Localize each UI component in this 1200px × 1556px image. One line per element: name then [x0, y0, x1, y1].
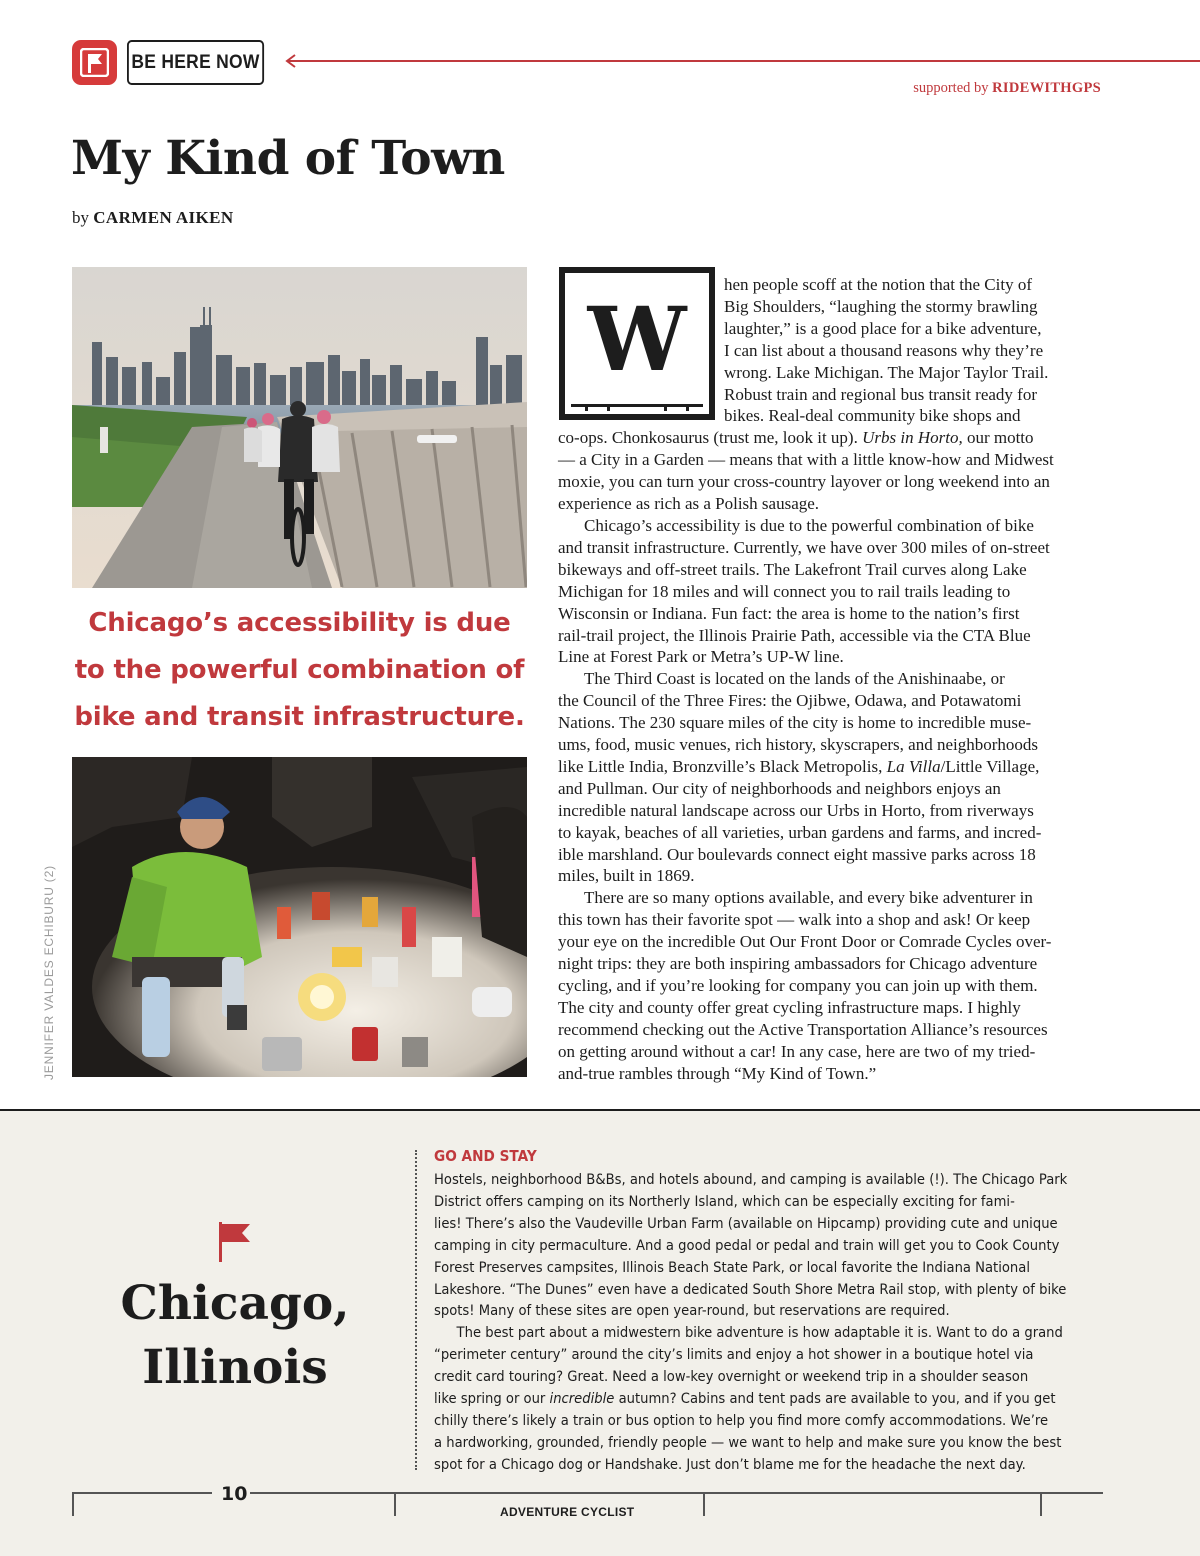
- dotted-divider: [415, 1150, 417, 1470]
- article-line: to kayak, beaches of all varieties, urban gardens and farms, and incred-: [558, 822, 1042, 842]
- header-arrow-line: [284, 54, 1200, 68]
- article-line: Big Shoulders, “laughing the stormy brawling: [724, 296, 1038, 316]
- photo-credit: JENNIFER VALDES ECHIBURU (2): [42, 865, 56, 1080]
- article-title: My Kind of Town: [71, 131, 505, 186]
- article-line: and Pullman. Our city of neighborhoods and neighbors enjoys an: [558, 778, 1001, 798]
- article-line: — a City in a Garden — means that with a little know-how and Midwest: [558, 450, 1054, 470]
- magazine-name: ADVENTURE CYCLIST: [500, 1505, 635, 1519]
- section-label: BE HERE NOW: [127, 40, 264, 85]
- pull-quote-line: bike and transit infrastructure.: [74, 702, 525, 732]
- sponsor-brand: RIDEWITHGPS: [992, 80, 1101, 96]
- article-line: recommend checking out the Active Transportation Alliance’s resources: [558, 1019, 1048, 1039]
- footer-rule: [72, 1492, 212, 1494]
- article-line: ums, food, music venues, rich history, skyscrapers, and neighborhoods: [558, 735, 1039, 755]
- sidebar-line: lies! There’s also the Vaudeville Urban Farm (available on Hipcamp) providing cute and unique: [434, 1215, 1058, 1232]
- location-city: Chicago,: [120, 1276, 350, 1331]
- sponsor-credit: [913, 80, 1101, 97]
- sidebar-line: “perimeter century” around the city’s limits and enjoy a hot shower in a boutique hotel via: [434, 1347, 1034, 1364]
- sidebar-line: Lakeshore. “The Dunes” even have a dedicated South Shore Metra Rail stop, with plenty of bike: [434, 1281, 1067, 1298]
- article-line: Nations. The 230 square miles of the city is home to incredible muse-: [558, 713, 1032, 733]
- drop-cap-letter: W: [587, 287, 687, 391]
- location-state: Illinois: [142, 1340, 328, 1395]
- article-line: experience as rich as a Polish sausage.: [558, 494, 820, 514]
- footer-tick: [394, 1492, 396, 1516]
- article-line: moxie, you can turn your cross-country layover or long weekend into an: [558, 472, 1050, 492]
- article-line: Michigan for 18 miles and will connect you to rail trails leading to: [558, 581, 1011, 601]
- article-line: bikes. Real-deal community bike shops and: [724, 406, 1021, 426]
- article-line: like Little India, Bronzville’s Black Metropolis, La Villa/Little Village,: [558, 756, 1040, 776]
- article-line: and-true rambles through “My Kind of Town.”: [558, 1063, 877, 1083]
- author-name: CARMEN AIKEN: [93, 208, 234, 227]
- sidebar-line: a hardworking, grounded, friendly people — we want to help and make sure you know the best: [434, 1434, 1062, 1451]
- sponsor-prefix: supported by: [913, 80, 989, 96]
- sidebar-line: Hostels, neighborhood B&Bs, and hotels abound, and camping is available (!). The Chicago Park: [434, 1172, 1068, 1188]
- location-title: [90, 1272, 380, 1400]
- location-flag-icon: [219, 1222, 251, 1262]
- footer-tick: [1040, 1492, 1042, 1516]
- article-line: rail-trail project, the Illinois Prairie Path, accessible via the CTA Blue: [558, 625, 1031, 645]
- pull-quote: [72, 600, 527, 741]
- pull-quote-line: to the powerful combination of: [74, 655, 525, 685]
- sidebar-line: The best part about a midwestern bike adventure is how adaptable it is. Want to do a grand: [456, 1325, 1063, 1342]
- article-line: the Council of the Three Fires: the Ojibwe, Odawa, and Potawatomi: [558, 691, 1022, 711]
- article-line: cycling, and if you’re looking for company you can join up with them.: [558, 976, 1038, 995]
- flag-icon: [80, 48, 109, 77]
- article-line: wrong. Lake Michigan. The Major Taylor Trail.: [724, 362, 1049, 382]
- article-line: co-ops. Chonkosaurus (trust me, look it up). Urbs in Horto, our motto: [558, 428, 1034, 448]
- sidebar-line: chilly there’s likely a train or bus option to help you find more comfy accommodations. We’re: [434, 1412, 1049, 1429]
- article-line: miles, built in 1869.: [558, 866, 695, 886]
- article-line: The Third Coast is located on the lands of the Anishinaabe, or: [584, 669, 1005, 689]
- sidebar-line: spots! Many of these sites are open year-round, but reservations are required.: [434, 1303, 950, 1320]
- section-flag-badge: [72, 40, 117, 85]
- footer-tick: [72, 1492, 74, 1516]
- skyline-cyclists-photo: [72, 267, 527, 588]
- article-line: incredible natural landscape across our Urbs in Horto, from riverways: [558, 800, 1034, 820]
- article-line: Line at Forest Park or Metra’s UP-W line.: [558, 647, 844, 667]
- article-line: I can list about a thousand reasons why they’re: [724, 340, 1044, 360]
- sidebar-line: camping in city permaculture. And a good pedal or pedal and train will get you to Cook County: [434, 1237, 1060, 1254]
- byline-prefix: by: [72, 208, 89, 227]
- sidebar-line: Forest Preserves campsites, Illinois Beach State Park, or local favorite the Indiana National: [434, 1259, 1031, 1276]
- article-line: this town has their favorite spot — walk into a shop and ask! Or keep: [558, 910, 1031, 930]
- article-line: Wisconsin or Indiana. Fun fact: the area is home to the nation’s first: [558, 603, 1020, 623]
- footer-tick: [703, 1492, 705, 1516]
- article-line: bikeways and off-street trails. The Lakefront Trail curves along Lake: [558, 559, 1027, 579]
- byline: [72, 208, 234, 228]
- article-line: laughter,” is a good place for a bike adventure,: [724, 318, 1042, 338]
- sidebar-line: credit card touring? Great. Need a low-key overnight or weekend trip in a shoulder season: [434, 1369, 1029, 1386]
- sidebar-body: [434, 1170, 1114, 1477]
- article-line: Robust train and regional bus transit ready for: [724, 384, 1038, 404]
- campsite-night-photo: [72, 757, 527, 1077]
- article-line: and transit infrastructure. Currently, we have over 300 miles of on-street: [558, 537, 1050, 557]
- sidebar-line: spot for a Chicago dog or Handshake. Just don’t blame me for the headache the next day.: [434, 1456, 1026, 1473]
- sidebar-line: like spring or our incredible autumn? Cabins and tent pads are available to you, and if you get: [434, 1391, 1056, 1408]
- sidebar-heading: GO AND STAY: [434, 1147, 537, 1165]
- page-number: 10: [221, 1483, 248, 1505]
- footer-rule: [250, 1492, 1103, 1494]
- article-line: your eye on the incredible Out Our Front Door or Comrade Cycles over-: [558, 932, 1052, 952]
- article-line: There are so many options available, and every bike adventurer in: [584, 888, 1033, 908]
- sidebar-line: District offers camping on its Northerly Island, which can be especially exciting for fami-: [434, 1193, 1015, 1210]
- article-body: [558, 274, 1103, 1085]
- article-line: Chicago’s accessibility is due to the powerful combination of bike: [584, 515, 1034, 535]
- pull-quote-line: Chicago’s accessibility is due: [88, 608, 511, 638]
- article-line: The city and county offer great cycling infrastructure maps. I highly: [558, 997, 1021, 1017]
- article-line: ible marshland. Our boulevards connect eight massive parks across 18: [558, 844, 1036, 864]
- article-line: on getting around without a car! In any case, here are two of my tried-: [558, 1041, 1036, 1061]
- article-line: night trips: they are both inspiring ambassadors for Chicago adventure: [558, 954, 1038, 974]
- article-line: hen people scoff at the notion that the City of: [724, 275, 1032, 294]
